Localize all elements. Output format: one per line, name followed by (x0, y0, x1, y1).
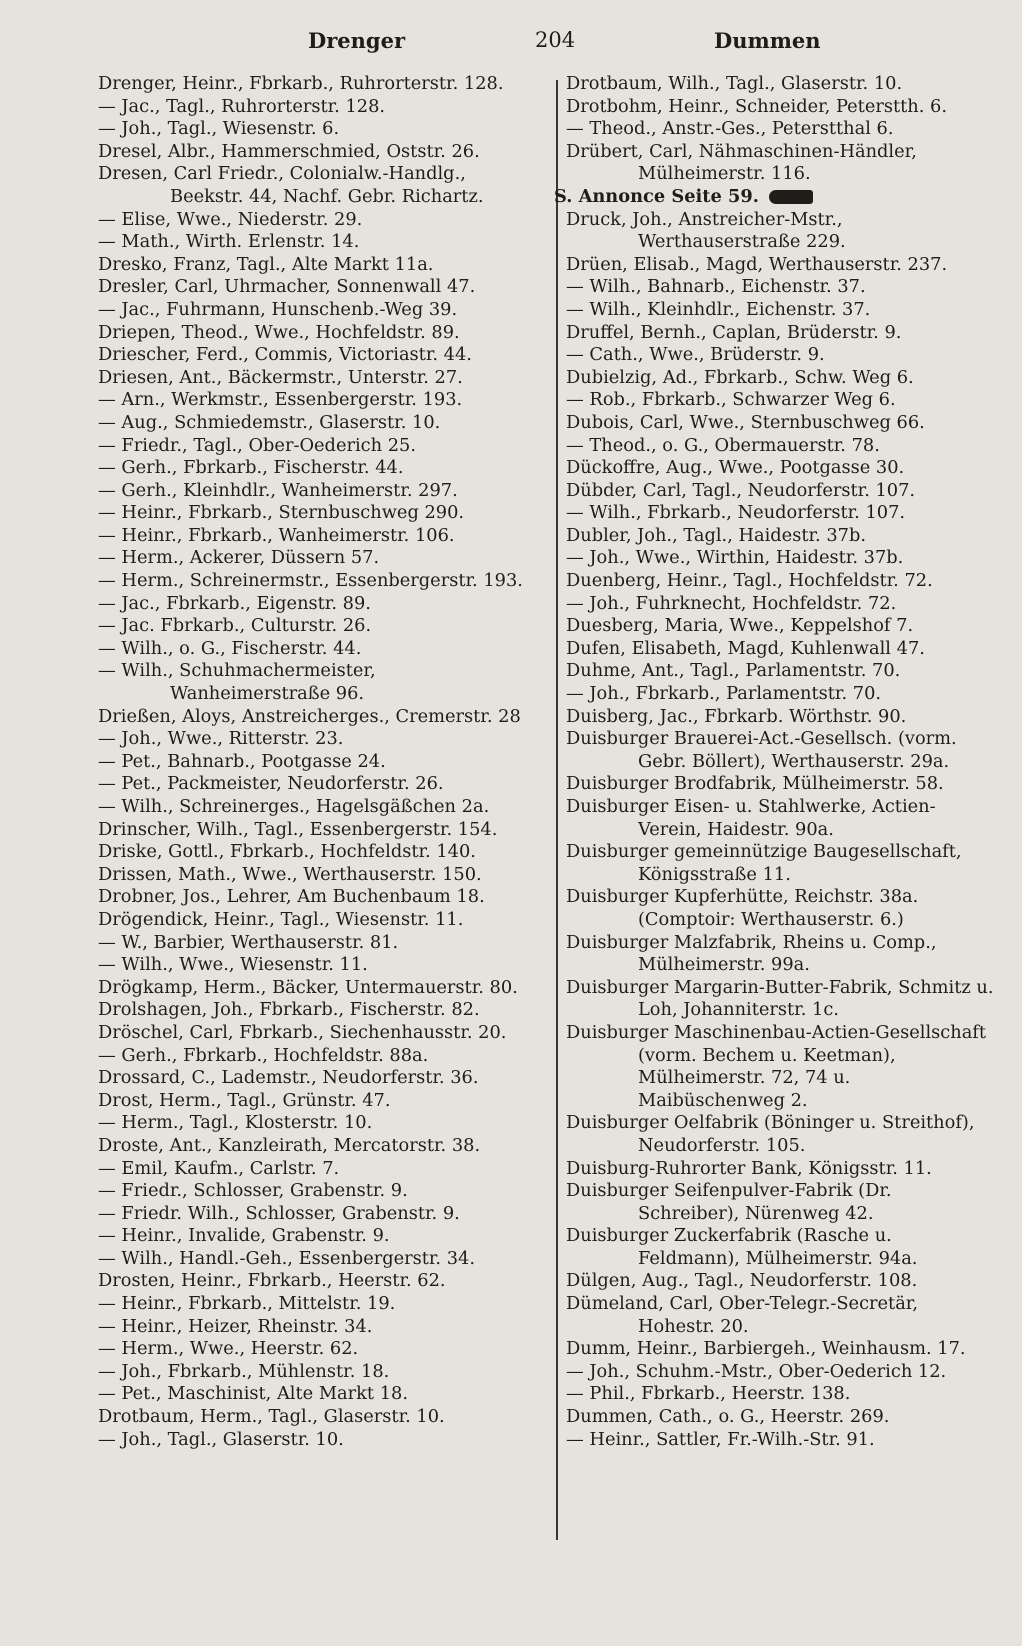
directory-entry: — Wilh., Wwe., Wiesenstr. 11. (98, 954, 368, 976)
directory-entry: — Wilh., Bahnarb., Eichenstr. 37. (566, 276, 866, 298)
directory-entry: Drost, Herm., Tagl., Grünstr. 47. (98, 1089, 391, 1111)
directory-entry: Driske, Gottl., Fbrkarb., Hochfeldstr. 140. (98, 841, 476, 863)
directory-entry: — Jac. Fbrkarb., Culturstr. 26. (98, 615, 372, 637)
directory-entry: — Joh., Schuhm.-Mstr., Ober-Oederich 12. (566, 1360, 947, 1382)
directory-entry: Druffel, Bernh., Caplan, Brüderstr. 9. (566, 321, 902, 343)
directory-entry: — Friedr. Wilh., Schlosser, Grabenstr. 9. (98, 1202, 460, 1224)
directory-entry: Dülgen, Aug., Tagl., Neudorferstr. 108. (566, 1270, 918, 1292)
header-left-keyword: Drenger (308, 28, 406, 53)
directory-entry: Driesen, Ant., Bäckermstr., Unterstr. 27. (98, 366, 463, 388)
directory-entry: Druck, Joh., Anstreicher-Mstr., Werthauserstraße 229. (566, 208, 846, 253)
directory-entry: — W., Barbier, Werthauserstr. 81. (98, 931, 399, 953)
directory-entry: Duisburger Oelfabrik (Böninger u. Streithof), Neudorferstr. 105. (566, 1112, 975, 1156)
directory-entry: — Arn., Werkmstr., Essenbergerstr. 193. (98, 389, 463, 411)
directory-entry: Duisburger Malzfabrik, Rheins u. Comp., Mülheimerstr. 99a. (566, 931, 937, 976)
left-column (98, 73, 536, 1451)
directory-entry: — Aug., Schmiedemstr., Glaserstr. 10. (98, 411, 441, 433)
directory-entry: Dufen, Elisabeth, Magd, Kuhlenwall 47. (566, 637, 925, 659)
directory-entry: Dumm, Heinr., Barbiergeh., Weinhausm. 17. (566, 1338, 966, 1360)
directory-entry: — Heinr., Fbrkarb., Wanheimerstr. 106. (98, 524, 455, 546)
directory-entry: Dröschel, Carl, Fbrkarb., Siechenhausstr. 20. (98, 1021, 507, 1043)
directory-entry: Dubois, Carl, Wwe., Sternbuschweg 66. (566, 411, 925, 433)
directory-entry: Driepen, Theod., Wwe., Hochfeldstr. 89. (98, 321, 460, 343)
page-header (0, 28, 1022, 58)
directory-entry: — Herm., Tagl., Klosterstr. 10. (98, 1112, 373, 1134)
right-column-part-1 (566, 73, 996, 186)
directory-entry: — Gerh., Kleinhdlr., Wanheimerstr. 297. (98, 479, 458, 501)
directory-entry: Drobner, Jos., Lehrer, Am Buchenbaum 18. (98, 886, 485, 908)
directory-entry: Duisburger Zuckerfabrik (Rasche u. Feldmann), Mülheimerstr. 94a. (566, 1225, 918, 1269)
directory-entry: — Heinr., Fbrkarb., Sternbuschweg 290. (98, 502, 465, 524)
directory-entry: — Wilh., Kleinhdlr., Eichenstr. 37. (566, 298, 871, 320)
directory-entry: — Joh., Fbrkarb., Mühlenstr. 18. (98, 1360, 390, 1382)
directory-entry: Duisberg, Jac., Fbrkarb. Wörthstr. 90. (566, 705, 907, 727)
directory-entry: Dresko, Franz, Tagl., Alte Markt 11a. (98, 253, 434, 275)
right-column (554, 73, 996, 1451)
directory-entry: — Joh., Tagl., Glaserstr. 10. (98, 1428, 344, 1450)
directory-entry: — Math., Wirth. Erlenstr. 14. (98, 231, 360, 253)
directory-entry: Drenger, Heinr., Fbrkarb., Ruhrorterstr. 128. (98, 73, 504, 94)
directory-entry: Drübert, Carl, Nähmaschinen-Händler, Mülheimerstr. 116. (566, 140, 917, 185)
directory-entry: — Pet., Bahnarb., Pootgasse 24. (98, 750, 386, 772)
directory-entry: Drotbaum, Herm., Tagl., Glaserstr. 10. (98, 1406, 445, 1428)
directory-entry: Dubler, Joh., Tagl., Haidestr. 37b. (566, 524, 866, 546)
directory-entry: Drotbohm, Heinr., Schneider, Peterstth. 6. (566, 95, 947, 117)
directory-entry: — Theod., Anstr.-Ges., Peterstthal 6. (566, 118, 894, 140)
directory-entry: — Gerh., Fbrkarb., Fischerstr. 44. (98, 457, 404, 479)
directory-entry: Duisburger Kupferhütte, Reichstr. 38a. (Comptoir: Werthauserstr. 6.) (566, 886, 919, 930)
directory-entry: — Heinr., Fbrkarb., Mittelstr. 19. (98, 1293, 396, 1315)
column-divider (556, 80, 558, 1540)
directory-entry: — Wilh., Schuhmachermeister, Wanheimerstraße 96. (98, 660, 376, 705)
directory-entry: — Emil, Kaufm., Carlstr. 7. (98, 1157, 340, 1179)
right-column-part-2 (566, 209, 996, 1452)
directory-entry: — Joh., Wwe., Wirthin, Haidestr. 37b. (566, 547, 904, 569)
directory-entry: Drinscher, Wilh., Tagl., Essenbergerstr. 154. (98, 818, 498, 840)
directory-entry: — Jac., Fbrkarb., Eigenstr. 89. (98, 592, 371, 614)
directory-entry: — Pet., Maschinist, Alte Markt 18. (98, 1383, 408, 1405)
directory-entry: Drossard, C., Lademstr., Neudorferstr. 36. (98, 1067, 479, 1089)
directory-entry: Droste, Ant., Kanzleirath, Mercatorstr. 38. (98, 1134, 481, 1156)
directory-entry: Duesberg, Maria, Wwe., Keppelshof 7. (566, 615, 914, 637)
directory-entry: Duisburger gemeinnützige Baugesellschaft, Königsstraße 11. (566, 841, 962, 885)
directory-entry: — Joh., Wwe., Ritterstr. 23. (98, 728, 344, 750)
directory-entry: Dresen, Carl Friedr., Colonialw.-Handlg., Beekstr. 44, Nachf. Gebr. Richartz. (98, 163, 484, 207)
directory-entry: Duisburger Margarin-Butter-Fabrik, Schmitz u. Loh, Johanniterstr. 1c. (566, 976, 994, 1021)
directory-entry: — Heinr., Sattler, Fr.-Wilh.-Str. 91. (566, 1428, 875, 1450)
directory-entry: Drosten, Heinr., Fbrkarb., Heerstr. 62. (98, 1270, 446, 1292)
directory-entry: — Cath., Wwe., Brüderstr. 9. (566, 344, 825, 366)
directory-entry: Duisburger Maschinenbau-Actien-Gesellschaft (vorm. Bechem u. Keetman), Mülheimerstr. 72, 74 u. Maibüschenweg 2. (566, 1021, 987, 1111)
directory-entry: Duisburger Seifenpulver-Fabrik (Dr. Schreiber), Nürenweg 42. (566, 1180, 892, 1224)
directory-entry: Drögendick, Heinr., Tagl., Wiesenstr. 11. (98, 908, 464, 930)
directory-entry: Dubielzig, Ad., Fbrkarb., Schw. Weg 6. (566, 366, 914, 388)
annonce-text: S. Annonce Seite 59. (554, 185, 759, 207)
directory-entry: Dümeland, Carl, Ober-Telegr.-Secretär, Hohestr. 20. (566, 1293, 919, 1337)
directory-entry: — Pet., Packmeister, Neudorferstr. 26. (98, 773, 444, 795)
directory-entry: Duisburg-Ruhrorter Bank, Königsstr. 11. (566, 1157, 932, 1179)
directory-entry: — Heinr., Heizer, Rheinstr. 34. (98, 1315, 373, 1337)
directory-entry: Drolshagen, Joh., Fbrkarb., Fischerstr. 82. (98, 999, 480, 1021)
directory-entry: Drotbaum, Wilh., Tagl., Glaserstr. 10. (566, 73, 903, 94)
annonce-reference (554, 185, 996, 209)
directory-entry: Drögkamp, Herm., Bäcker, Untermauerstr. 80. (98, 976, 518, 998)
directory-entry: Dresler, Carl, Uhrmacher, Sonnenwall 47. (98, 276, 476, 298)
directory-entry: Dummen, Cath., o. G., Heerstr. 269. (566, 1406, 890, 1428)
directory-entry: Dückoffre, Aug., Wwe., Pootgasse 30. (566, 457, 905, 479)
directory-entry: — Friedr., Tagl., Ober-Oederich 25. (98, 434, 416, 456)
directory-entry: Drüen, Elisab., Magd, Werthauserstr. 237. (566, 253, 948, 275)
directory-entry: — Elise, Wwe., Niederstr. 29. (98, 208, 363, 230)
directory-entry: — Rob., Fbrkarb., Schwarzer Weg 6. (566, 389, 896, 411)
directory-entry: — Joh., Fbrkarb., Parlamentstr. 70. (566, 683, 882, 705)
directory-entry: — Friedr., Schlosser, Grabenstr. 9. (98, 1180, 408, 1202)
directory-entry: — Heinr., Invalide, Grabenstr. 9. (98, 1225, 390, 1247)
directory-entry: — Wilh., o. G., Fischerstr. 44. (98, 637, 362, 659)
directory-entry: — Wilh., Schreinerges., Hagelsgäßchen 2a. (98, 796, 490, 817)
directory-entry: Duisburger Brodfabrik, Mülheimerstr. 58. (566, 773, 944, 795)
directory-entry: — Joh., Fuhrknecht, Hochfeldstr. 72. (566, 592, 897, 614)
header-right-keyword: Dummen (714, 28, 821, 53)
directory-entry: — Joh., Tagl., Wiesenstr. 6. (98, 118, 340, 140)
directory-entry: — Jac., Tagl., Ruhrorterstr. 128. (98, 95, 386, 117)
directory-entry: Duenberg, Heinr., Tagl., Hochfeldstr. 72. (566, 570, 933, 592)
directory-entry: — Phil., Fbrkarb., Heerstr. 138. (566, 1383, 851, 1405)
directory-entry: — Theod., o. G., Obermauerstr. 78. (566, 434, 880, 456)
pointing-hand-icon (769, 190, 813, 204)
directory-entry: Drießen, Aloys, Anstreicherges., Cremerstr. 28 (98, 705, 521, 727)
directory-entry: Duisburger Eisen- u. Stahlwerke, Actien-Verein, Haidestr. 90a. (566, 796, 936, 840)
directory-entry: — Jac., Fuhrmann, Hunschenb.-Weg 39. (98, 298, 458, 320)
directory-entry: — Wilh., Fbrkarb., Neudorferstr. 107. (566, 502, 906, 524)
directory-entry: — Herm., Schreinermstr., Essenbergerstr. 193. (98, 570, 523, 592)
directory-entry: — Herm., Wwe., Heerstr. 62. (98, 1338, 359, 1360)
page-number: 204 (535, 28, 576, 52)
directory-entry: Duisburger Brauerei-Act.-Gesellsch. (vorm. Gebr. Böllert), Werthauserstr. 29a. (566, 728, 957, 772)
directory-entry: — Herm., Ackerer, Düssern 57. (98, 547, 380, 569)
directory-entry: Dresel, Albr., Hammerschmied, Oststr. 26. (98, 140, 480, 162)
directory-entry: Driescher, Ferd., Commis, Victoriastr. 44. (98, 344, 472, 366)
directory-entry: Drissen, Math., Wwe., Werthauserstr. 150. (98, 863, 482, 885)
directory-entry: Duhme, Ant., Tagl., Parlamentstr. 70. (566, 660, 901, 682)
directory-entry: — Wilh., Handl.-Geh., Essenbergerstr. 34. (98, 1247, 476, 1269)
directory-entry: — Gerh., Fbrkarb., Hochfeldstr. 88a. (98, 1044, 429, 1066)
directory-entry: Dübder, Carl, Tagl., Neudorferstr. 107. (566, 479, 916, 501)
